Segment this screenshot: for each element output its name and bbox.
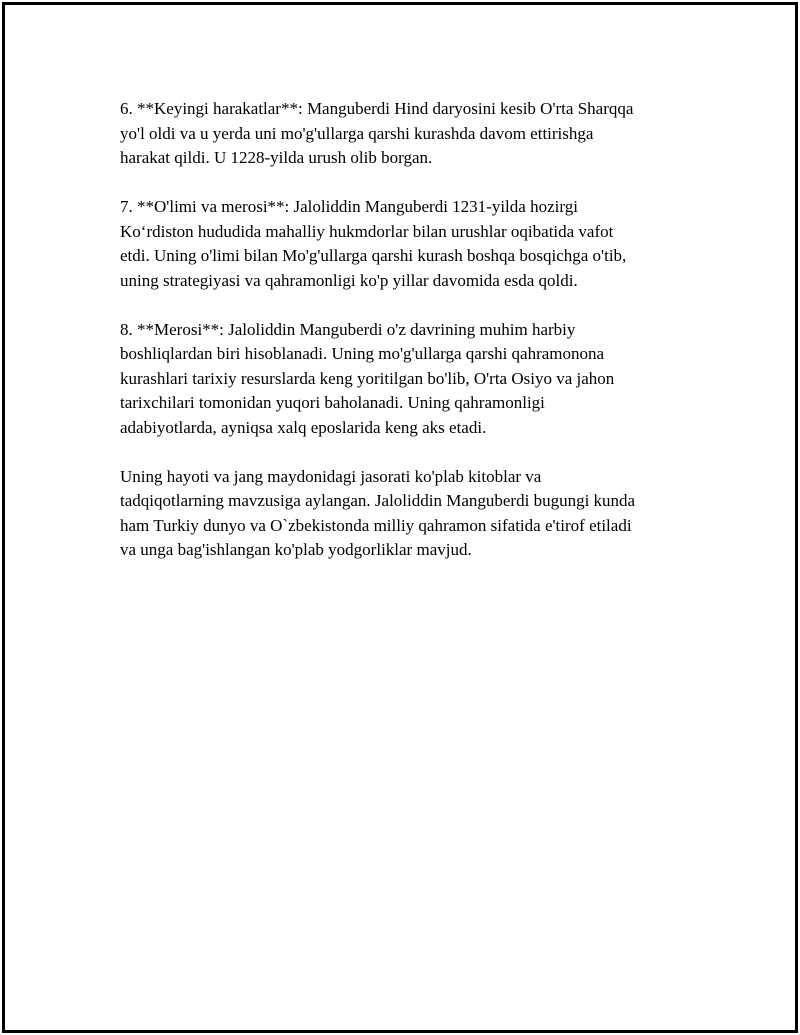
paragraph-keyingi-harakatlar: 6. **Keyingi harakatlar**: Manguberdi Hind daryosini kesib O'rta Sharqqa yo'l oldi va u yerda uni mo'g'ullarga qarshi kurashda davom ettirishga harakat qildi. U 1228-yilda urush olib borgan.: [120, 99, 634, 167]
page-frame: [2, 2, 798, 1033]
document-body: [120, 97, 695, 587]
paragraph-conclusion: Uning hayoti va jang maydonidagi jasorati ko'plab kitoblar va tadqiqotlarning mavzusiga aylangan. Jaloliddin Manguberdi bugungi kunda ham Turkiy dunyo va O`zbekistonda milliy qahramon sifatida e'tirof etiladi va unga bag'ishlangan ko'plab yodgorliklar mavjud.: [120, 466, 636, 559]
paragraph-merosi: 8. **Merosi**: Jaloliddin Manguberdi o'z davrining muhim harbiy boshliqlardan biri hisoblanadi. Uning mo'g'ullarga qarshi qahramonona kurashlari tarixiy resurslarda keng yoritilgan bo'lib, O'rta Osiyo va jahon tarixchilari tomonidan yuqori baholanadi. Uning qahramonligi adabiyotlarda, ayniqsa xalq eposlarida keng aks etadi.: [120, 319, 615, 437]
paragraph-olimi-va-merosi: 7. **O'limi va merosi**: Jaloliddin Manguberdi 1231-yilda hozirgi Koʻrdiston hududida mahalliy hukmdorlar bilan urushlar oqibatida vafot etdi. Uning o'limi bilan Mo'g'ullarga qarshi kurash boshqa bosqichga o'tib, uning strategiyasi va qahramonligi ko'p yillar davomida esda qoldi.: [120, 197, 627, 290]
